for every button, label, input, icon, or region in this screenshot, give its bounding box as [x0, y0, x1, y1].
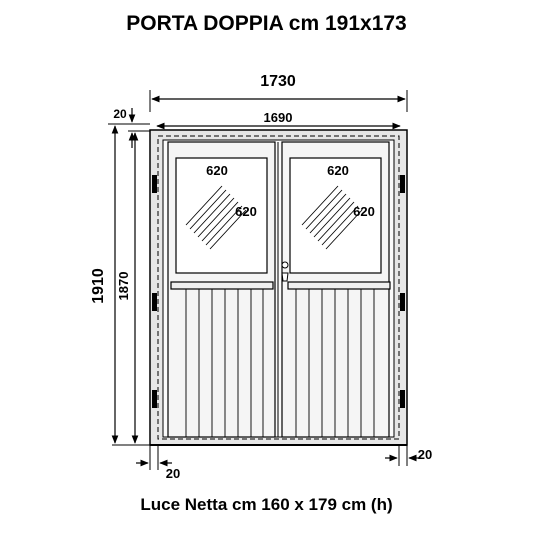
inner-width-dimension — [157, 110, 400, 126]
bottom-right-frame-label: 20 — [417, 447, 433, 462]
right-glass-width-label: 620 — [327, 163, 349, 178]
hinge-right-bottom — [400, 390, 405, 408]
right-rail — [288, 282, 390, 289]
left-glass-height-label: 620 — [235, 204, 257, 219]
left-rail — [171, 282, 273, 289]
inner-height-dimension — [116, 133, 150, 445]
right-door-leaf — [282, 142, 390, 437]
overall-height-label: 1910 — [90, 268, 107, 304]
hinge-left-middle — [152, 293, 157, 311]
hinge-left-bottom — [152, 390, 157, 408]
overall-width-label: 1730 — [260, 73, 296, 90]
net-opening-caption: Luce Netta cm 160 x 179 cm (h) — [140, 495, 393, 514]
top-frame-dimension — [108, 107, 150, 148]
bottom-left-frame-dimension — [136, 445, 180, 481]
left-door-leaf — [168, 142, 275, 437]
inner-width-label: 1690 — [263, 110, 293, 125]
top-frame-label: 20 — [113, 107, 127, 121]
inner-height-label: 1870 — [116, 271, 131, 301]
right-glass-height-label: 620 — [353, 204, 375, 219]
hinge-right-top — [400, 175, 405, 193]
page-title: PORTA DOPPIA cm 191x173 — [126, 12, 407, 35]
bottom-left-frame-label: 20 — [165, 466, 181, 481]
bottom-right-frame-dimension — [385, 445, 432, 466]
hinge-right-middle — [400, 293, 405, 311]
overall-width-dimension — [150, 73, 407, 112]
left-glass-width-label: 620 — [206, 163, 228, 178]
hinge-left-top — [152, 175, 157, 193]
